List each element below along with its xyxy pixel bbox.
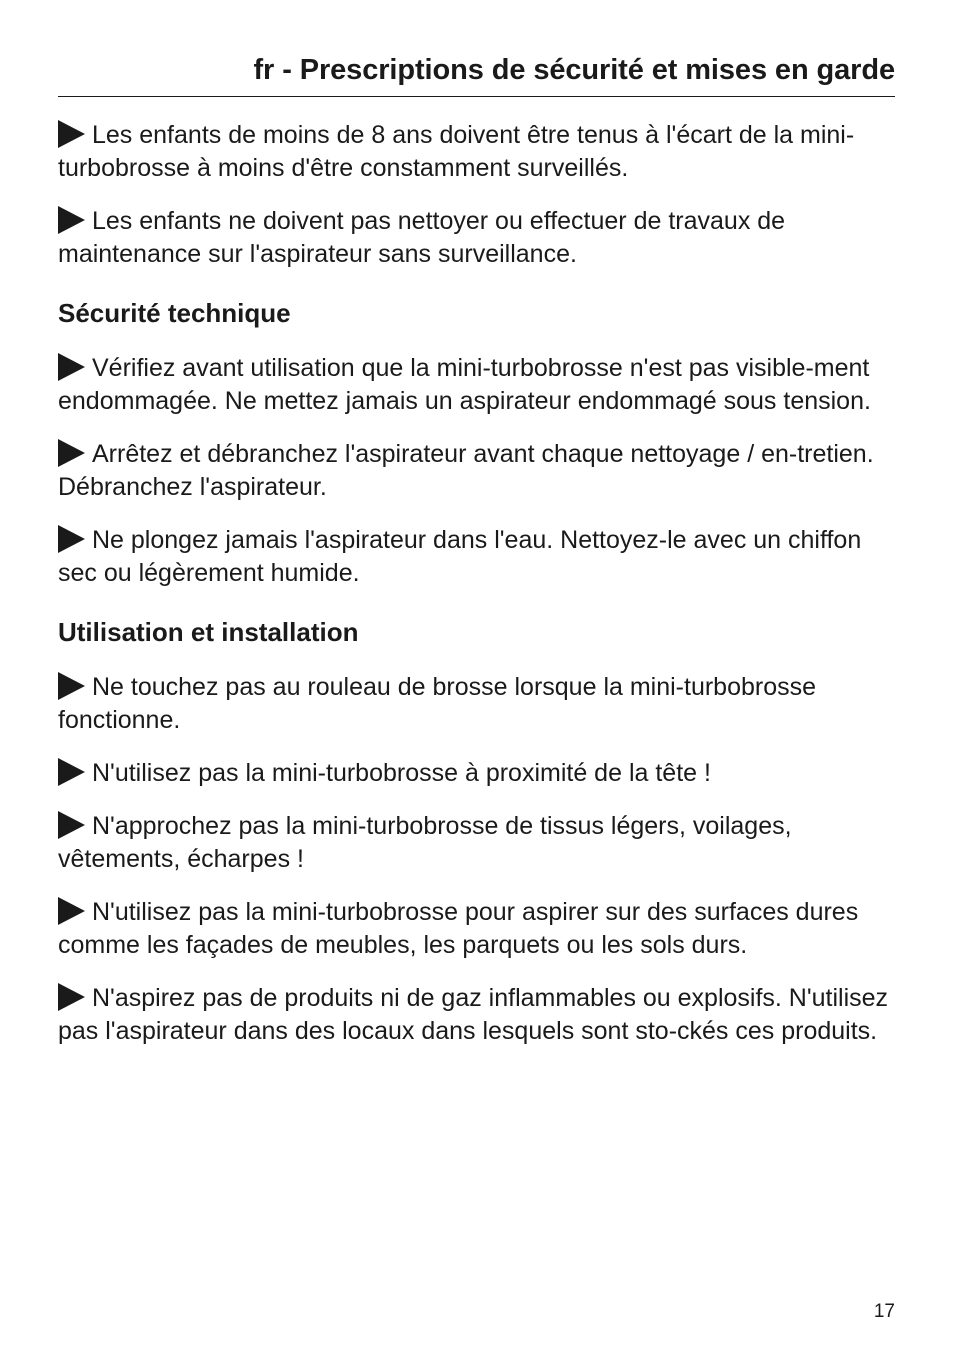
warning-text: Arrêtez et débranchez l'aspirateur avant chaque nettoyage / en-tretien. Débranchez l'aspirateur. bbox=[58, 440, 874, 501]
warning-paragraph bbox=[58, 119, 895, 185]
warning-text: Ne touchez pas au rouleau de brosse lorsque la mini-turbobrosse fonctionne. bbox=[58, 673, 817, 734]
triangle-right-icon bbox=[58, 897, 85, 925]
warning-text: Ne plongez jamais l'aspirateur dans l'eau. Nettoyez-le avec un chiffon sec ou légèrement humide. bbox=[58, 526, 862, 587]
warning-text: N'aspirez pas de produits ni de gaz inflammables ou explosifs. N'utilisez pas l'aspirateur dans des locaux dans lesquels sont sto-ckés ces produits. bbox=[58, 984, 889, 1045]
header-title: fr - Prescriptions de sécurité et mises en garde bbox=[253, 54, 895, 86]
triangle-right-icon bbox=[58, 439, 85, 467]
warning-paragraph bbox=[58, 438, 895, 504]
warning-text: N'approchez pas la mini-turbobrosse de tissus légers, voilages, vêtements, écharpes ! bbox=[58, 812, 792, 873]
triangle-right-icon bbox=[58, 525, 85, 553]
warning-paragraph bbox=[58, 352, 895, 418]
warning-text: Vérifiez avant utilisation que la mini-turbobrosse n'est pas visible-ment endommagée. Ne mettez jamais un aspirateur endommagé sous tension. bbox=[58, 354, 871, 415]
warning-paragraph bbox=[58, 205, 895, 271]
warning-paragraph bbox=[58, 757, 895, 790]
triangle-right-icon bbox=[58, 672, 85, 700]
warning-paragraph bbox=[58, 810, 895, 876]
section-heading-securite-technique: Sécurité technique bbox=[58, 298, 291, 328]
warning-paragraph bbox=[58, 524, 895, 590]
section-heading-utilisation-installation: Utilisation et installation bbox=[58, 617, 359, 647]
triangle-right-icon bbox=[58, 353, 85, 381]
triangle-right-icon bbox=[58, 983, 85, 1011]
triangle-right-icon bbox=[58, 206, 85, 234]
warning-paragraph bbox=[58, 896, 895, 962]
triangle-right-icon bbox=[58, 811, 85, 839]
warning-text: Les enfants ne doivent pas nettoyer ou effectuer de travaux de maintenance sur l'aspirateur sans surveillance. bbox=[58, 207, 786, 268]
warning-text: N'utilisez pas la mini-turbobrosse pour aspirer sur des surfaces dures comme les façades de meubles, les parquets ou les sols durs. bbox=[58, 898, 859, 959]
warning-text: N'utilisez pas la mini-turbobrosse à proximité de la tête ! bbox=[92, 759, 711, 787]
triangle-right-icon bbox=[58, 120, 85, 148]
page-header bbox=[58, 50, 895, 97]
warning-paragraph bbox=[58, 671, 895, 737]
page-content bbox=[58, 50, 895, 1048]
warning-paragraph bbox=[58, 982, 895, 1048]
page-number: 17 bbox=[873, 1301, 895, 1322]
warning-text: Les enfants de moins de 8 ans doivent être tenus à l'écart de la mini-turbobrosse à moins d'être constamment surveillés. bbox=[58, 121, 855, 182]
triangle-right-icon bbox=[58, 758, 85, 786]
